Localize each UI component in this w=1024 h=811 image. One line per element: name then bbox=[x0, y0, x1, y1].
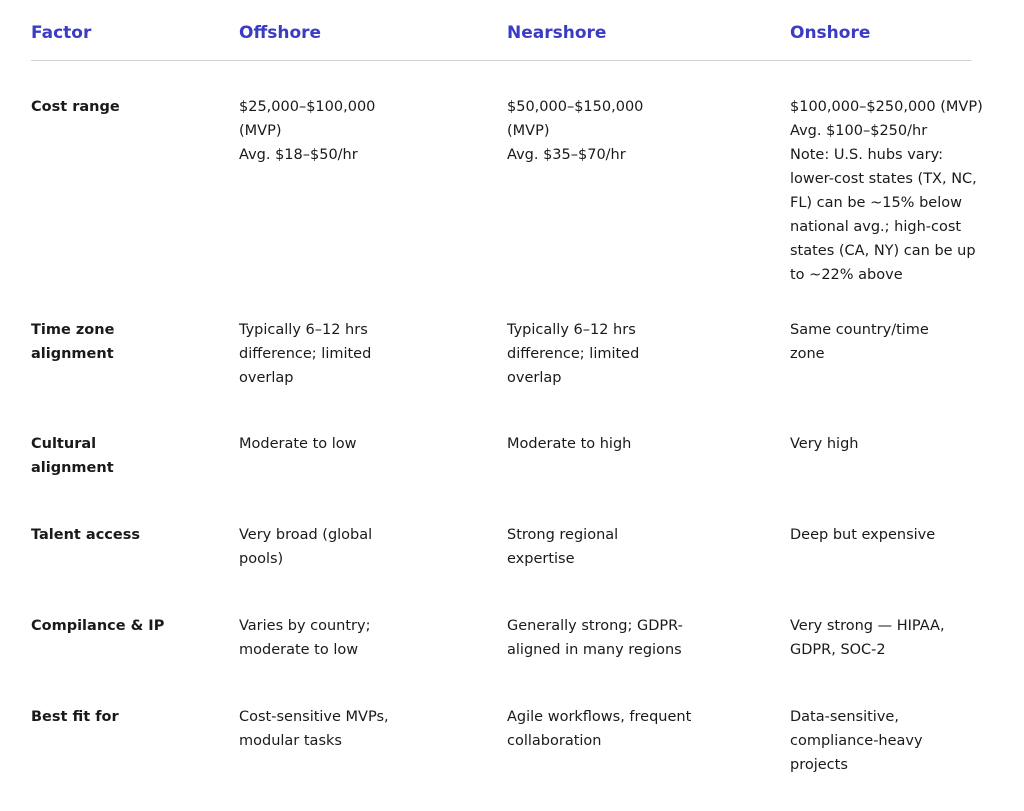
cell-text-line: moderate to low bbox=[239, 642, 359, 658]
cell-text-line: aligned in many regions bbox=[507, 642, 682, 658]
header-factor: Factor bbox=[31, 23, 92, 43]
cell-text-line: Cost-sensitive MVPs, bbox=[239, 709, 389, 725]
cell-text-line: lower-cost states (TX, NC, bbox=[790, 171, 977, 187]
cell-text-line: Typically 6–12 hrs bbox=[507, 322, 636, 338]
factor-cell bbox=[31, 432, 114, 480]
cell-text-line: Time zone bbox=[31, 322, 115, 338]
onshore-cell bbox=[790, 523, 935, 547]
cell-text-line: Avg. $18–$50/hr bbox=[239, 147, 358, 163]
cell-text-line: alignment bbox=[31, 460, 114, 476]
cell-text-line: zone bbox=[790, 346, 825, 362]
cell-text-line: Typically 6–12 hrs bbox=[239, 322, 368, 338]
onshore-cell bbox=[790, 95, 983, 287]
cell-text-line: FL) can be ~15% below bbox=[790, 195, 962, 211]
cell-text-line: collaboration bbox=[507, 733, 602, 749]
cell-text-line: overlap bbox=[239, 370, 294, 386]
factor-cell bbox=[31, 318, 114, 366]
header-divider bbox=[31, 60, 971, 61]
factor-cell bbox=[31, 705, 119, 729]
cell-text-line: Moderate to high bbox=[507, 436, 632, 452]
header-nearshore: Nearshore bbox=[507, 23, 607, 43]
nearshore-cell bbox=[507, 318, 639, 390]
cell-text-line: national avg.; high-cost bbox=[790, 219, 962, 235]
cell-text-line: $50,000–$150,000 bbox=[507, 99, 644, 115]
cell-text-line: Avg. $100–$250/hr bbox=[790, 123, 928, 139]
cell-text-line: alignment bbox=[31, 346, 114, 362]
cell-text-line: Varies by country; bbox=[239, 618, 371, 634]
nearshore-cell bbox=[507, 614, 683, 662]
cell-text-line: expertise bbox=[507, 551, 575, 567]
nearshore-cell bbox=[507, 705, 691, 753]
cell-text-line: Very broad (global bbox=[239, 527, 373, 543]
cell-text-line: modular tasks bbox=[239, 733, 342, 749]
cell-text-line: Compilance & IP bbox=[31, 618, 165, 634]
cell-text-line: to ~22% above bbox=[790, 267, 903, 283]
cell-text-line: (MVP) bbox=[507, 123, 550, 139]
factor-cell bbox=[31, 614, 164, 638]
onshore-cell bbox=[790, 705, 923, 777]
cell-text-line: Very high bbox=[790, 436, 859, 452]
cell-text-line: Avg. $35–$70/hr bbox=[507, 147, 626, 163]
factor-cell bbox=[31, 95, 120, 119]
onshore-cell bbox=[790, 432, 858, 456]
cell-text-line: (MVP) bbox=[239, 123, 282, 139]
offshore-cell bbox=[239, 614, 370, 662]
cell-text-line: Talent access bbox=[31, 527, 140, 543]
header-offshore: Offshore bbox=[239, 23, 322, 43]
cell-text-line: Agile workflows, frequent bbox=[507, 709, 692, 725]
onshore-cell bbox=[790, 318, 929, 366]
onshore-cell bbox=[790, 614, 945, 662]
cell-text-line: Generally strong; GDPR- bbox=[507, 618, 683, 634]
cell-text-line: Best fit for bbox=[31, 709, 119, 725]
cell-text-line: projects bbox=[790, 757, 848, 773]
cell-text-line: Cultural bbox=[31, 436, 97, 452]
offshore-cell bbox=[239, 705, 389, 753]
factor-cell bbox=[31, 523, 140, 547]
nearshore-cell bbox=[507, 432, 631, 456]
cell-text-line: Moderate to low bbox=[239, 436, 357, 452]
cell-text-line: Very strong — HIPAA, bbox=[790, 618, 945, 634]
table-header-row bbox=[31, 23, 993, 49]
offshore-cell bbox=[239, 432, 357, 456]
offshore-cell bbox=[239, 523, 372, 571]
cell-text-line: Deep but expensive bbox=[790, 527, 936, 543]
cell-text-line: difference; limited bbox=[239, 346, 372, 362]
cell-text-line: Same country/time bbox=[790, 322, 929, 338]
header-onshore: Onshore bbox=[790, 23, 871, 43]
cell-text-line: pools) bbox=[239, 551, 284, 567]
nearshore-cell bbox=[507, 95, 643, 167]
nearshore-cell bbox=[507, 523, 618, 571]
offshore-cell bbox=[239, 318, 371, 390]
cell-text-line: GDPR, SOC-2 bbox=[790, 642, 886, 658]
cell-text-line: $25,000–$100,000 bbox=[239, 99, 376, 115]
cell-text-line: Strong regional bbox=[507, 527, 619, 543]
cell-text-line: states (CA, NY) can be up bbox=[790, 243, 976, 259]
cell-text-line: difference; limited bbox=[507, 346, 640, 362]
cell-text-line: compliance-heavy bbox=[790, 733, 923, 749]
cell-text-line: Cost range bbox=[31, 99, 120, 115]
cell-text-line: overlap bbox=[507, 370, 562, 386]
offshore-cell bbox=[239, 95, 375, 167]
cell-text-line: Data-sensitive, bbox=[790, 709, 899, 725]
cell-text-line: Note: U.S. hubs vary: bbox=[790, 147, 944, 163]
cell-text-line: $100,000–$250,000 (MVP) bbox=[790, 99, 983, 115]
